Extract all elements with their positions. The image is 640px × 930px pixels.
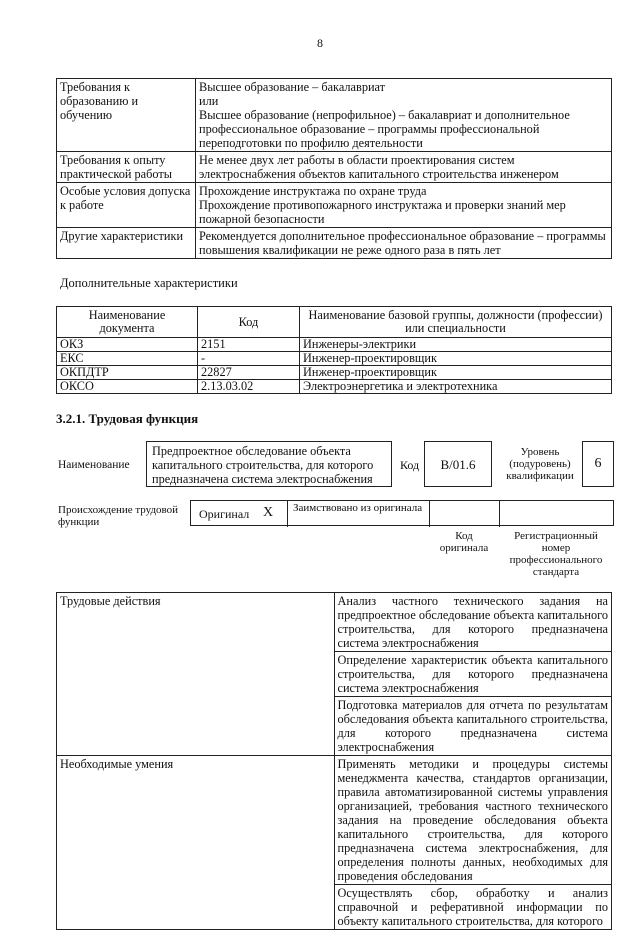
actions-label: Трудовые действия [57, 593, 335, 756]
table-row: ОКСО 2.13.03.02 Электроэнергетика и электротехника [57, 380, 612, 394]
row-line: Прохождение противопожарного инструктажа и проверки знаний мер пожарной безопасности [199, 198, 566, 226]
section-title: 3.2.1. Трудовая функция [56, 411, 199, 426]
row-line: или [199, 94, 219, 108]
row-line: Высшее образование – бакалавриат [199, 80, 386, 94]
origin-box [190, 500, 614, 526]
row-label: Требования к опыту практической работы [57, 152, 196, 183]
divider [499, 501, 500, 527]
additional-table [56, 306, 612, 394]
table-row [57, 593, 612, 652]
code-value: B/01.6 [424, 441, 492, 487]
function-details-table [56, 592, 612, 930]
code-caption: Код оригинала [439, 530, 489, 554]
row-label: Требования к образованию и обучению [57, 79, 196, 152]
table-row: ЕКС - Инженер-проектировщик [57, 352, 612, 366]
table-row [57, 183, 612, 228]
requirements-table [56, 78, 612, 259]
header-code: Код [198, 307, 300, 338]
table-row: ОКЗ 2151 Инженеры-электрики [57, 338, 612, 352]
original-label: Оригинал [199, 507, 250, 521]
row-line: Не менее двух лет работы в области проектирования систем электроснабжения объектов капитального строительства инженером [199, 153, 559, 181]
origin-label: Происхождение трудовой функции [58, 504, 179, 528]
reg-caption: Регистрационный номер профессионального стандарта [509, 530, 603, 578]
table-row [57, 228, 612, 259]
divider [429, 501, 430, 527]
additional-title: Дополнительные характеристики [60, 276, 238, 290]
header-name: Наименование базовой группы, должности (профессии) или специальности [300, 307, 612, 338]
table-row [57, 756, 612, 885]
row-line: Высшее образование (непрофильное) – бакалавриат и дополнительное профессиональное образование – программы профессиональной переподготовки по профилю деятельности [199, 108, 570, 150]
action-item: Анализ частного технического задания на предпроектное обследование объекта капитального строительства, для которого предназначена система электроснабжения [334, 593, 612, 652]
original-mark: X [263, 505, 274, 520]
table-row [57, 152, 612, 183]
action-item: Подготовка материалов для отчета по результатам обследования объекта капитального строительства, для которого предназначена система электроснабжения [334, 697, 612, 756]
level-label: Уровень (подуровень) квалификации [506, 446, 574, 482]
table-row [57, 79, 612, 152]
skill-item: Применять методики и процедуры системы менеджмента качества, стандартов организации, правила автоматизированной системы управления организацией, требования частного технического задания на проведение обследования объекта капитального строительства, для которого предназначена система электроснабжения, для определения полноты данных, необходимых для проведения обследования [334, 756, 612, 885]
row-label: Другие характеристики [57, 228, 196, 259]
row-label: Особые условия допуска к работе [57, 183, 196, 228]
divider [287, 501, 288, 527]
table-row: ОКПДТР 22827 Инженер-проектировщик [57, 366, 612, 380]
table-header [57, 307, 612, 338]
page-number: 8 [317, 36, 323, 50]
skill-item: Осуществлять сбор, обработку и анализ справочной и реферативной информации по объекту капитального строительства, для которого [334, 885, 612, 930]
header-doc: Наименование документа [57, 307, 198, 338]
row-line: Рекомендуется дополнительное профессиональное образование – программы повышения квалификации не реже одного раза в пять лет [199, 229, 606, 257]
borrowed-label: Заимствовано из оригинала [293, 502, 423, 514]
action-item: Определение характеристик объекта капитального строительства, для которого предназначена система электроснабжения [334, 652, 612, 697]
name-label: Наименование [58, 459, 130, 471]
code-label: Код [400, 458, 420, 472]
level-value: 6 [582, 441, 614, 487]
function-name: Предпроектное обследование объекта капитального строительства, для которого предназначена система электроснабжения [146, 441, 392, 487]
skills-label: Необходимые умения [57, 756, 335, 930]
row-line: Прохождение инструктажа по охране труда [199, 184, 427, 198]
